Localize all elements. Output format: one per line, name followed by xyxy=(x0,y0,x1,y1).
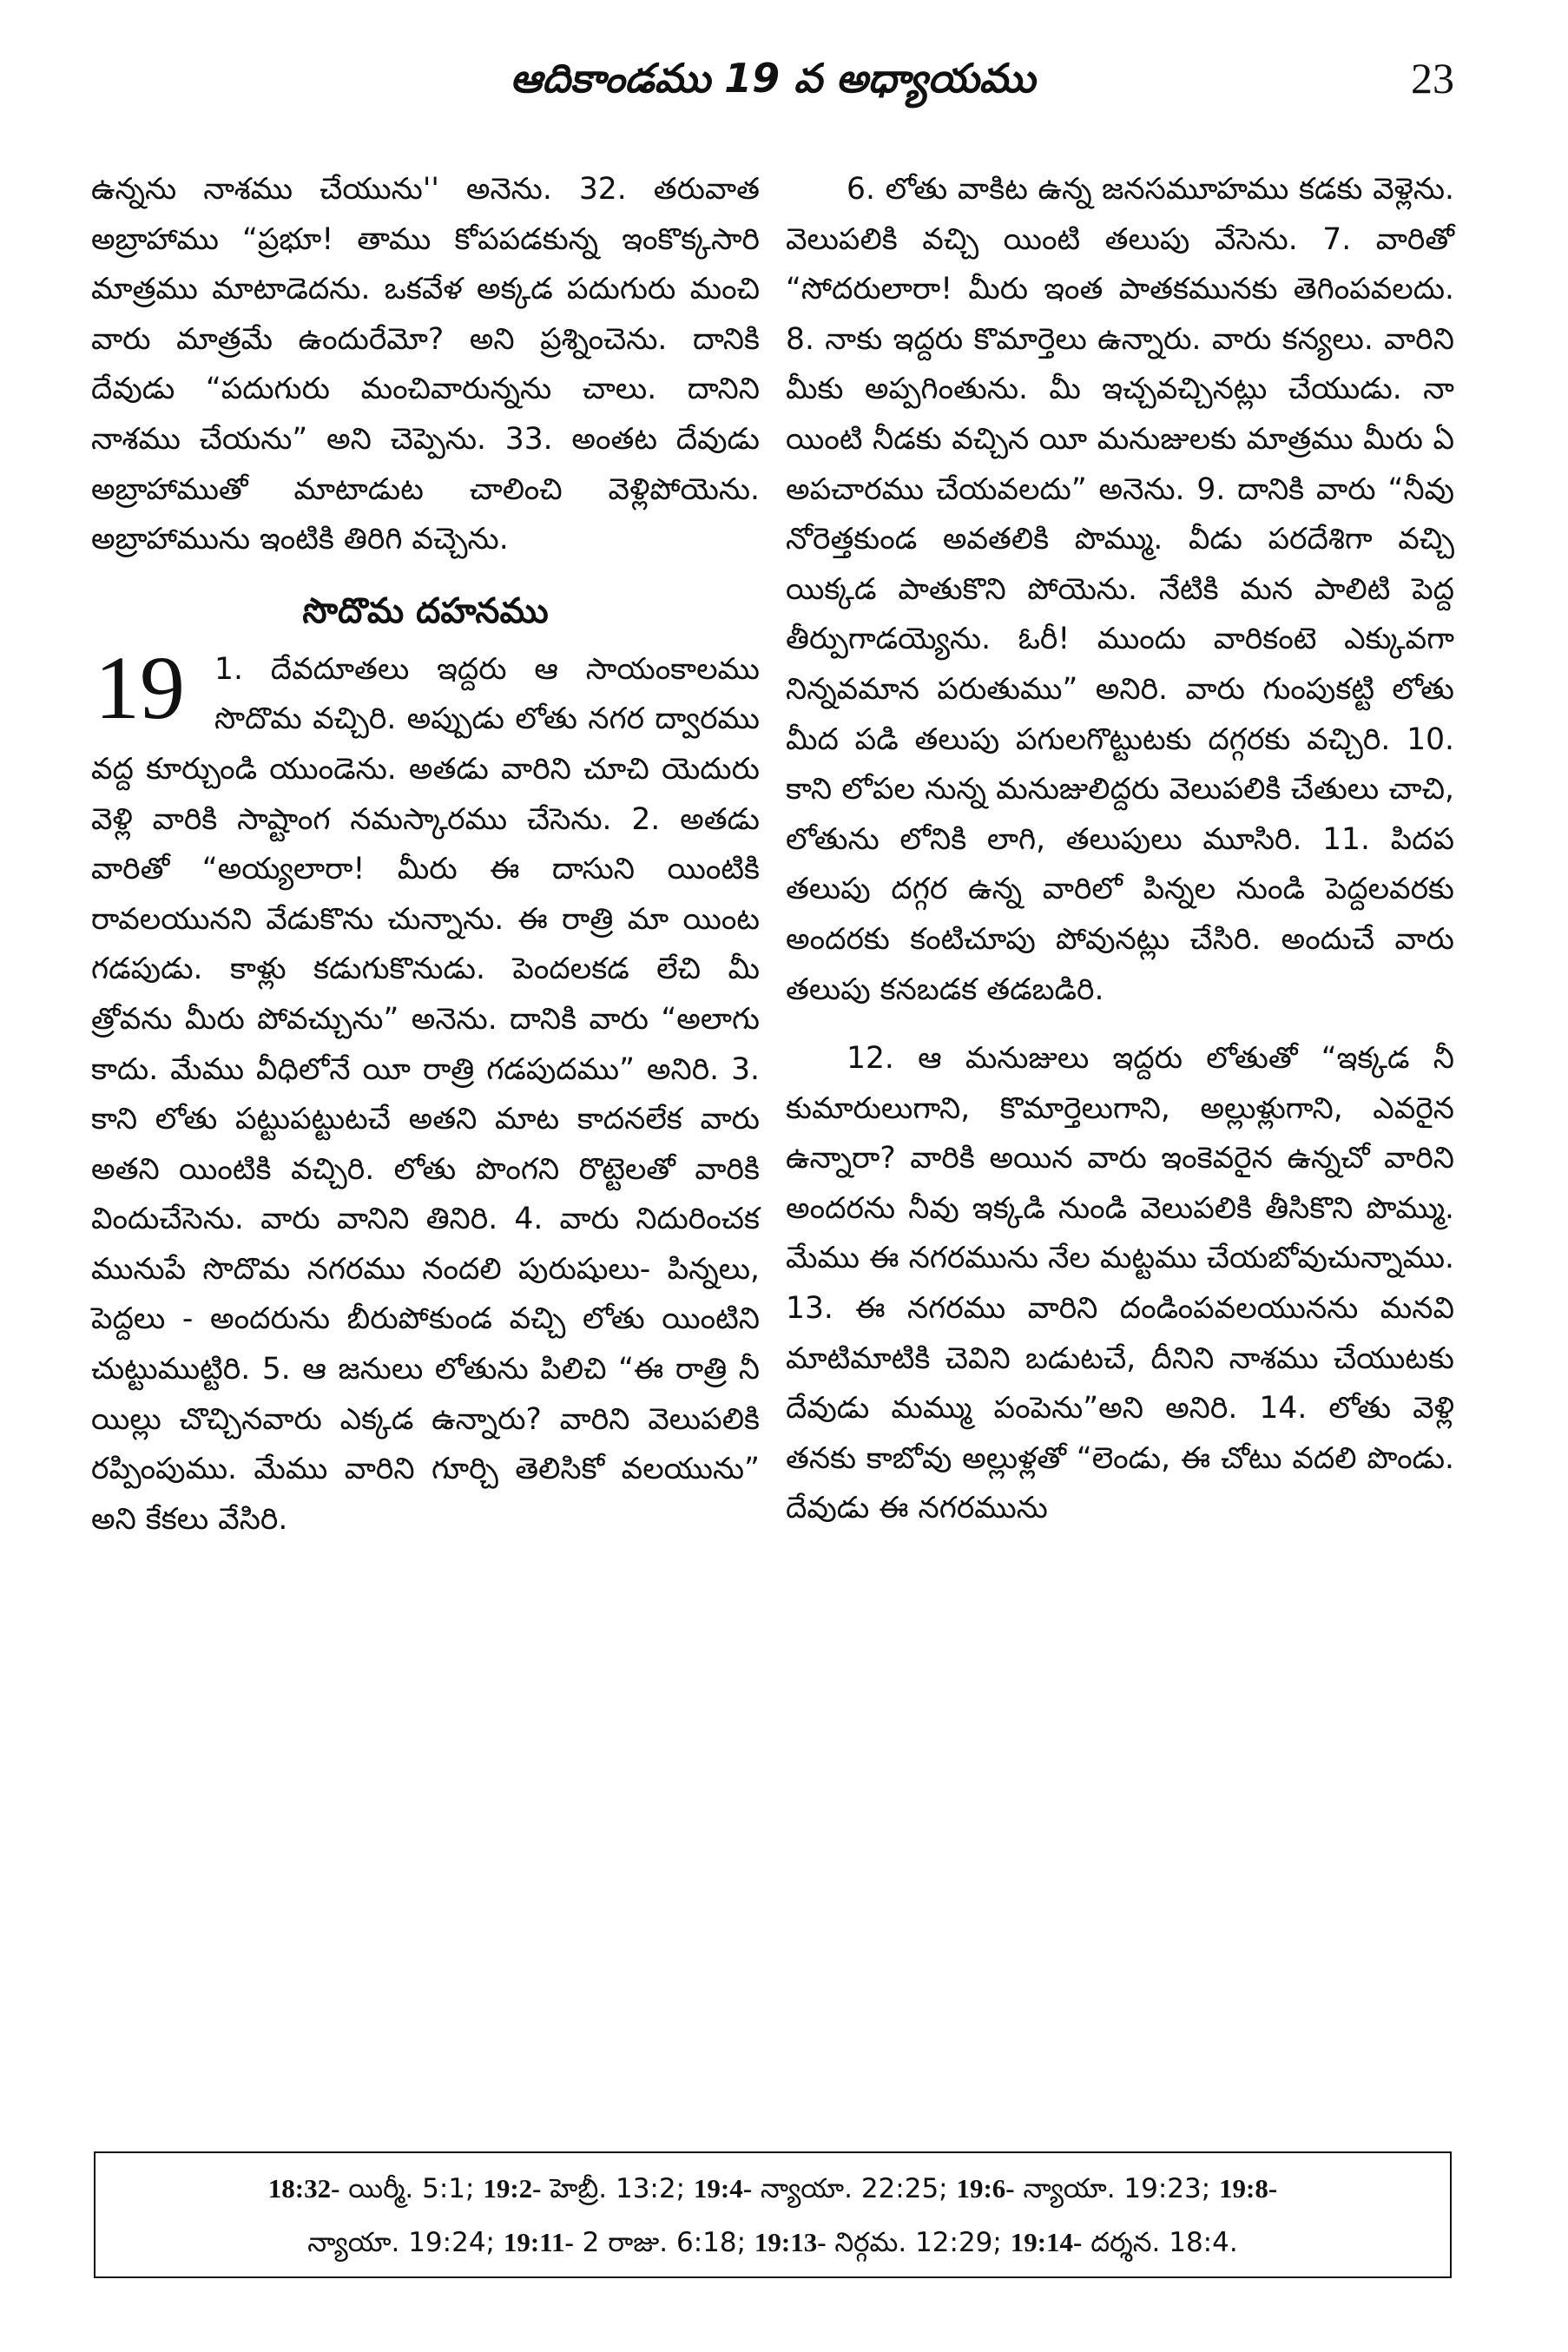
cross-reference-line-2 xyxy=(96,2216,1450,2270)
chapter-number: 19 xyxy=(95,637,185,738)
page-number: 23 xyxy=(1411,54,1454,102)
cross-reference-ref: 19:11- xyxy=(503,2227,574,2257)
cross-reference-text: దర్శన. 18:4. xyxy=(1082,2227,1238,2258)
running-title: ఆదికాండము 19 వ అధ్యాయము xyxy=(510,55,1036,102)
cross-reference-ref: 19:2- xyxy=(483,2173,542,2204)
cross-reference-text: యిర్మీ. 5:1; xyxy=(339,2173,484,2204)
cross-reference-line-1 xyxy=(96,2162,1450,2216)
right-column xyxy=(786,165,1454,1534)
cross-reference-text: న్యాయా. 19:24; xyxy=(307,2227,504,2258)
right-paragraph-2: 12. ఆ మనుజులు ఇద్దరు లోతుతో “ఇక్కడ నీ కుమారులుగాని, కొమార్తెలుగాని, అల్లుళ్లుగాని, ఎవరైన ఉన్నారా? వారికి అయిన వారు ఇంకెవరైన ఉన్నచో వారిని అందరను నీవు ఇక్కడి నుండి వెలుపలికి తీసికొని పొమ్ము. మేము ఈ నగరమును నేల మట్టము చేయబోవుచున్నాము. 13. ఈ నగరము వారిని దండింపవలయునను మనవి మాటిమాటికి చెవిని బడుటచే, దీనిని నాశము చేయుటకు దేవుడు మమ్ము పంపెను”అని అనిరి. 14. లోతు వెళ్లి తనకు కాబోవు అల్లుళ్లతో “లెండు, ఈ చోటు వదలి పొండు. దేవుడు ఈ నగరమును xyxy=(786,1041,1454,1526)
right-paragraph-1: 6. లోతు వాకిట ఉన్న జనసమూహము కడకు వెళ్లెను. వెలుపలికి వచ్చి యింటి తలుపు వేసెను. 7. వారితో “సోదరులారా! మీరు ఇంత పాతకమునకు తెగింపవలదు. 8. నాకు ఇద్దరు కొమార్తెలు ఉన్నారు. వారు కన్యలు. వారిని మీకు అప్పగింతును. మీ ఇచ్చవచ్చినట్లు చేయుడు. నా యింటి నీడకు వచ్చిన యీ మనుజులకు మాత్రము మీరు ఏ అపచారము చేయవలదు” అనెను. 9. దానికి వారు “నీవు నోరెత్తకుండ అవతలికి పొమ్ము. వీడు పరదేశిగా వచ్చి యిక్కడ పాతుకొని పోయెను. నేటికి మన పాలిటి పెద్ద తీర్పుగాడయ్యెను. ఓరీ! ముందు వారికంటె ఎక్కువగా నిన్నవమాన పరుతుము” అనిరి. వారు గుంపుకట్టి లోతు మీద పడి తలుపు పగులగొట్టుటకు దగ్గరకు వచ్చిరి. 10. కాని లోపల నున్న మనుజులిద్దరు వెలుపలికి చేతులు చాచి, లోతును లోనికి లాగి, తలుపులు మూసిరి. 11. పిదప తలుపు దగ్గర ఉన్న వారిలో పిన్నల నుండి పెద్దలవరకు అందరకు కంటిచూపు పోవునట్లు చేసిరి. అందుచే వారు తలుపు కనబడక తడబడిరి. xyxy=(786,172,1454,1007)
cross-reference-ref: 19:4- xyxy=(693,2173,753,2204)
cross-reference-ref: 19:8- xyxy=(1219,2173,1278,2204)
left-column xyxy=(91,165,760,1545)
cross-reference-text: న్యాయా. 19:23; xyxy=(1014,2173,1220,2204)
left-paragraph-1: ఉన్నను నాశము చేయును'' అనెను. 32. తరువాత అబ్రాహాము “ప్రభూ! తాము కోపపడకున్న ఇంకొక్కసారి మాత్రము మాటాడెదను. ఒకవేళ అక్కడ పదుగురు మంచి వారు మాత్రమే ఉందురేమో? అని ప్రశ్నించెను. దానికి దేవుడు “పదుగురు మంచివారున్నను చాలు. దానిని నాశము చేయను” అని చెప్పెను. 33. అంతట దేవుడు అబ్రాహాముతో మాటాడుట చాలించి వెళ్లిపోయెను. అబ్రాహామును ఇంటికి తిరిగి వచ్చెను. xyxy=(91,172,760,557)
chapter-opening-paragraph xyxy=(91,637,760,1545)
cross-reference-text: న్యాయా. 22:25; xyxy=(752,2173,957,2204)
cross-reference-text: హెబ్రీ. 13:2; xyxy=(541,2173,694,2204)
cross-reference-ref: 19:14- xyxy=(1010,2227,1083,2257)
cross-reference-box xyxy=(94,2151,1452,2278)
cross-reference-ref: 19:13- xyxy=(754,2227,827,2257)
running-header xyxy=(91,43,1454,113)
cross-reference-ref: 19:6- xyxy=(956,2173,1015,2204)
section-heading: సొదొమ దహనము xyxy=(302,590,549,631)
cross-reference-ref: 18:32- xyxy=(267,2173,340,2204)
left-paragraph-2: 1. దేవదూతలు ఇద్దరు ఆ సాయంకాలము సొదొమ వచ్చిరి. అప్పుడు లోతు నగర ద్వారము వద్ద కూర్చుండి యుండెను. అతడు వారిని చూచి యెదురు వెళ్లి వారికి సాష్టాంగ నమస్కారము చేసెను. 2. అతడు వారితో “అయ్యలారా! మీరు ఈ దాసుని యింటికి రావలయునని వేడుకొను చున్నాను. ఈ రాత్రి మా యింట గడపుడు. కాళ్లు కడుగుకొనుడు. పెందలకడ లేచి మీ త్రోవను మీరు పోవచ్చును” అనెను. దానికి వారు “అలాగు కాదు. మేము వీధిలోనే యీ రాత్రి గడపుదము” అనిరి. 3. కాని లోతు పట్టుపట్టుటచే అతని మాట కాదనలేక వారు అతని యింటికి వచ్చిరి. లోతు పొంగని రొట్టెలతో వారికి విందుచేసెను. వారు వానిని తినిరి. 4. వారు నిదురించక మునుపే సొదొమ నగరము నందలి పురుషులు- పిన్నలు, పెద్దలు - అందరును బీరుపోకుండ వచ్చి లోతు యింటిని చుట్టుముట్టిరి. 5. ఆ జనులు లోతును పిలిచి “ఈ రాత్రి నీ యిల్లు చొచ్చినవారు ఎక్కడ ఉన్నారు? వారిని వెలుపలికి రప్పింపుము. మేము వారిని గూర్చి తెలిసికో వలయును” అని కేకలు వేసిరి. xyxy=(91,651,760,1537)
cross-reference-text: నిర్గమ. 12:29; xyxy=(826,2227,1011,2258)
cross-reference-text: 2 రాజు. 6:18; xyxy=(573,2227,754,2258)
